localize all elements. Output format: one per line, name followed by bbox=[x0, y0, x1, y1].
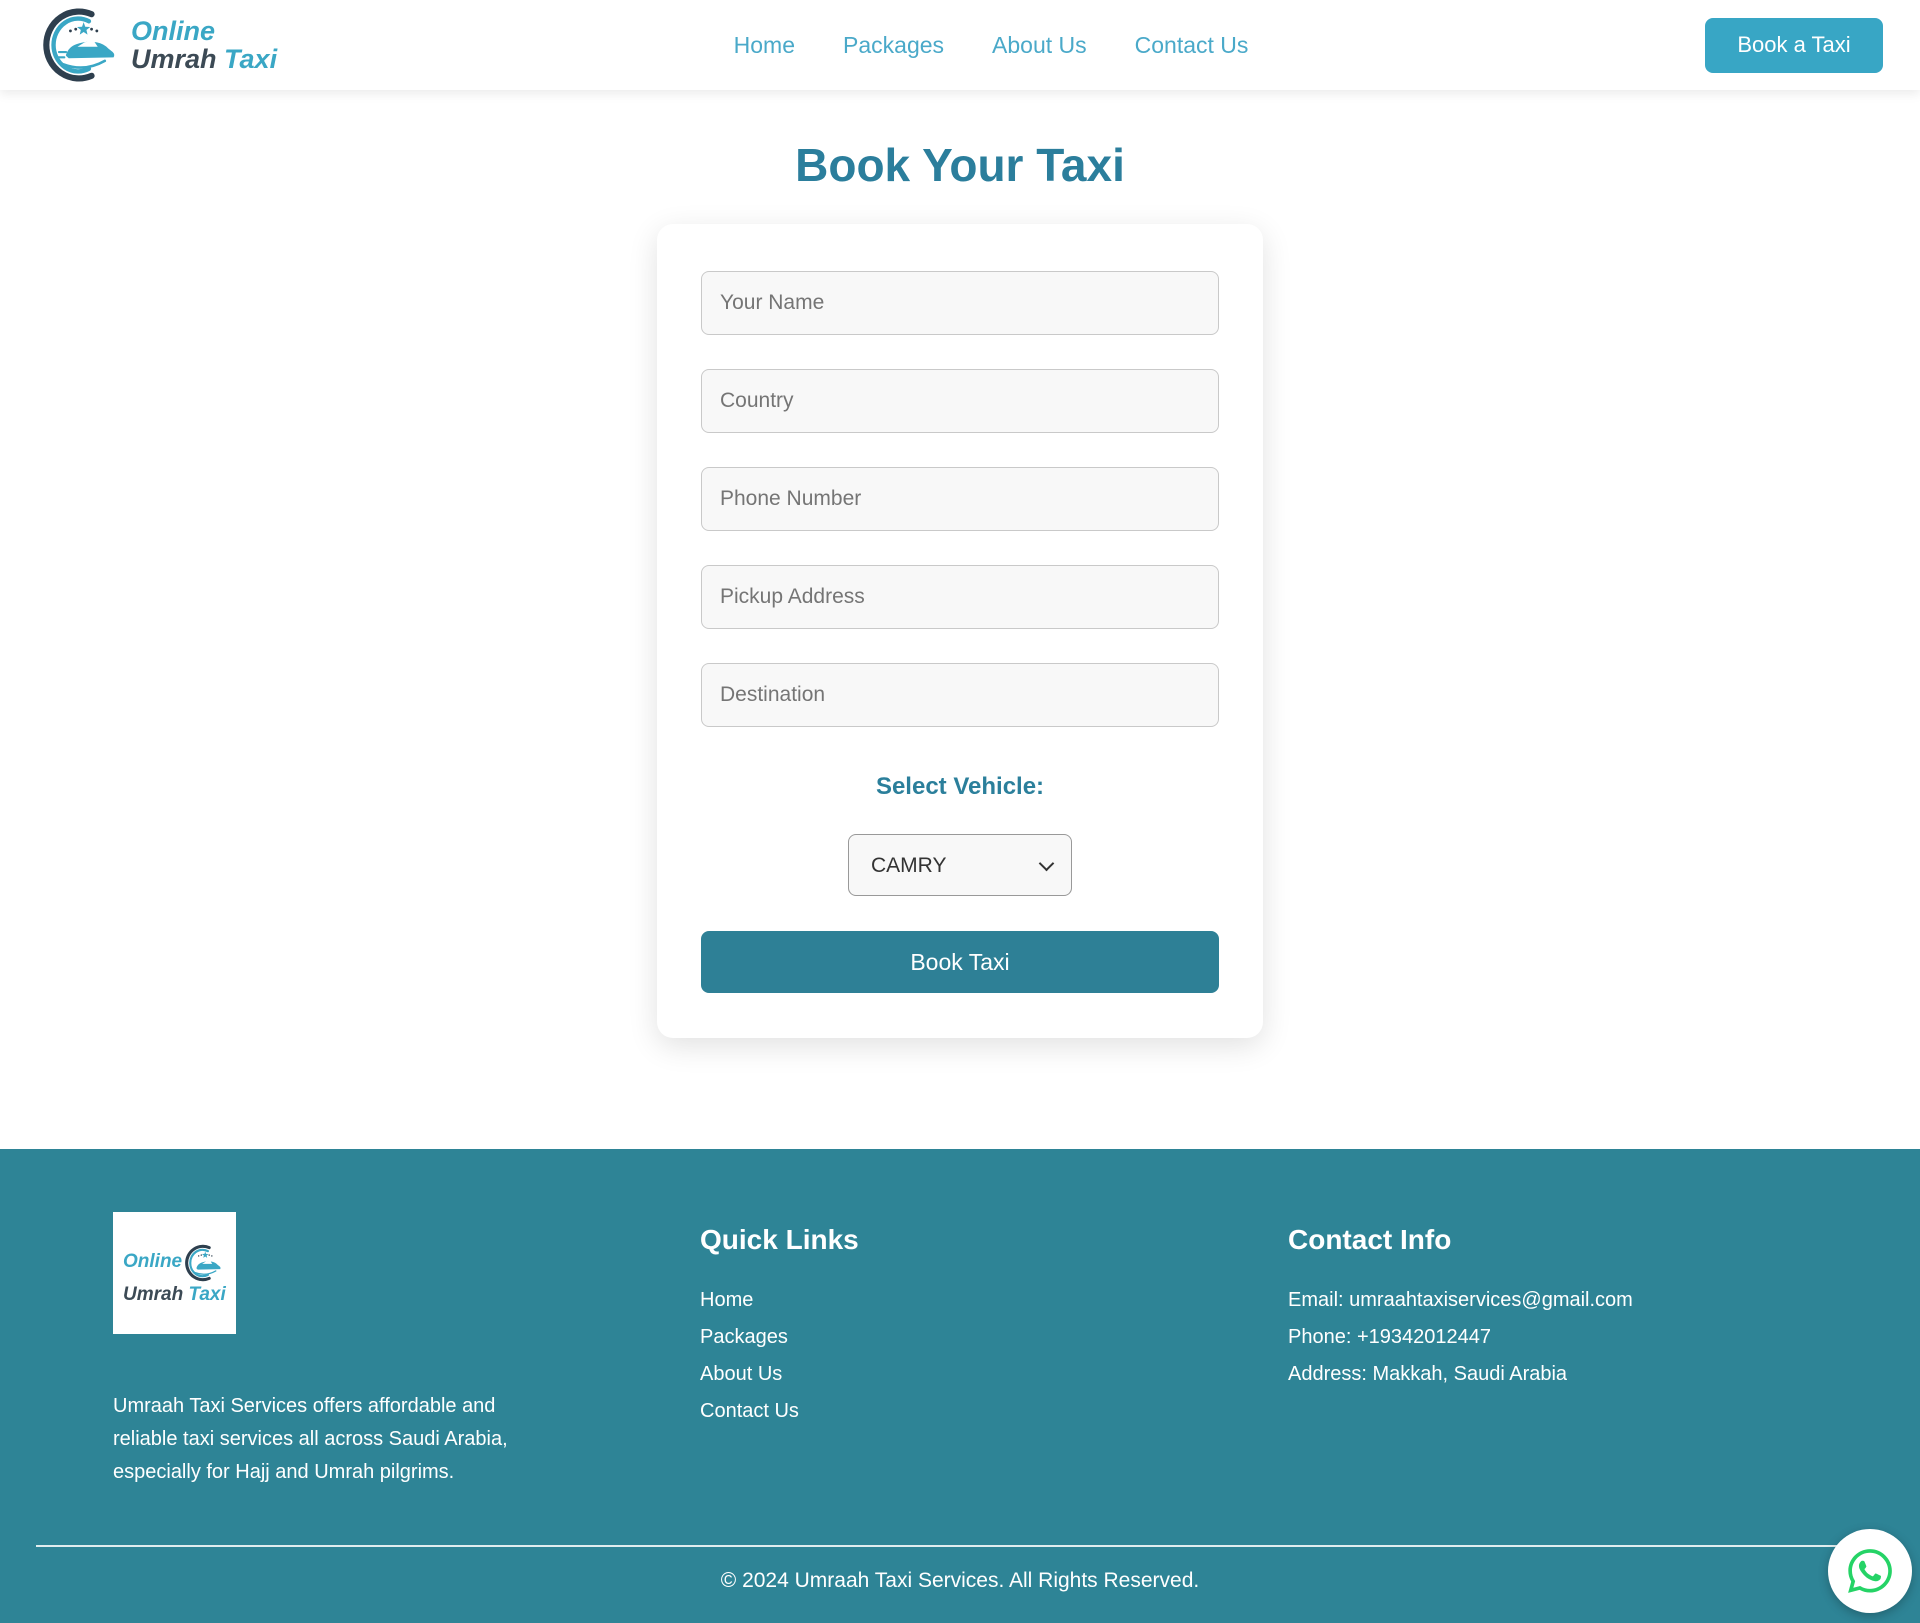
crescent-car-logo-icon bbox=[37, 8, 125, 82]
contact-phone: Phone: +19342012447 bbox=[1288, 1326, 1491, 1348]
site-footer bbox=[0, 1149, 1920, 1623]
footer-columns bbox=[0, 1212, 1920, 1489]
footer-link-home[interactable]: Home bbox=[700, 1289, 754, 1311]
main-nav bbox=[277, 32, 1705, 59]
footer-quick-links-column bbox=[700, 1212, 1288, 1489]
destination-input[interactable] bbox=[701, 663, 1219, 727]
footer-link-about-us[interactable]: About Us bbox=[700, 1363, 783, 1385]
brand-word-umrah: Umrah bbox=[123, 1283, 184, 1305]
pickup-address-input[interactable] bbox=[701, 565, 1219, 629]
footer-divider bbox=[36, 1545, 1884, 1547]
footer-link-contact-us[interactable]: Contact Us bbox=[700, 1400, 799, 1422]
select-vehicle-label: Select Vehicle: bbox=[875, 773, 1045, 800]
contact-email: Email: umraahtaxiservices@gmail.com bbox=[1288, 1289, 1633, 1311]
contact-info-title: Contact Info bbox=[1288, 1224, 1452, 1255]
site-header bbox=[0, 0, 1920, 90]
whatsapp-icon bbox=[1845, 1546, 1895, 1596]
brand-word-taxi: Taxi bbox=[188, 1283, 226, 1305]
footer-about-column bbox=[113, 1212, 700, 1489]
nav-link-contact-us[interactable]: Contact Us bbox=[1134, 31, 1249, 58]
brand-word-taxi: Taxi bbox=[224, 44, 278, 74]
nav-link-home[interactable]: Home bbox=[733, 31, 796, 58]
page-title: Book Your Taxi bbox=[795, 139, 1125, 191]
nav-link-about-us[interactable]: About Us bbox=[992, 31, 1087, 58]
nav-link-packages[interactable]: Packages bbox=[843, 31, 945, 58]
whatsapp-button[interactable] bbox=[1828, 1529, 1912, 1613]
footer-link-packages[interactable]: Packages bbox=[700, 1326, 788, 1348]
brand-word-online: Online bbox=[131, 15, 216, 46]
vehicle-select[interactable] bbox=[848, 834, 1072, 896]
quick-links-title: Quick Links bbox=[700, 1224, 859, 1255]
main-content bbox=[0, 137, 1920, 1149]
footer-about-text: Umraah Taxi Services offers affordable and reliable taxi services all across Saudi Arabia, especially for Hajj and Umrah pilgrims. bbox=[113, 1395, 508, 1483]
book-a-taxi-button[interactable]: Book a Taxi bbox=[1705, 18, 1883, 73]
brand-wordmark bbox=[131, 17, 277, 74]
contact-address: Address: Makkah, Saudi Arabia bbox=[1288, 1363, 1568, 1385]
booking-form-card bbox=[657, 224, 1263, 1038]
phone-input[interactable] bbox=[701, 467, 1219, 531]
vehicle-select-wrapper bbox=[848, 834, 1072, 896]
book-taxi-submit-button[interactable]: Book Taxi bbox=[701, 931, 1219, 993]
footer-logo bbox=[113, 1212, 236, 1334]
name-input[interactable] bbox=[701, 271, 1219, 335]
footer-contact-column bbox=[1288, 1212, 1807, 1489]
brand-logo[interactable] bbox=[37, 8, 277, 82]
brand-word-online: Online bbox=[123, 1251, 183, 1273]
crescent-car-logo-icon bbox=[182, 1241, 226, 1285]
copyright-text: © 2024 Umraah Taxi Services. All Rights Reserved. bbox=[720, 1569, 1200, 1592]
brand-word-umrah: Umrah bbox=[131, 44, 217, 74]
country-input[interactable] bbox=[701, 369, 1219, 433]
